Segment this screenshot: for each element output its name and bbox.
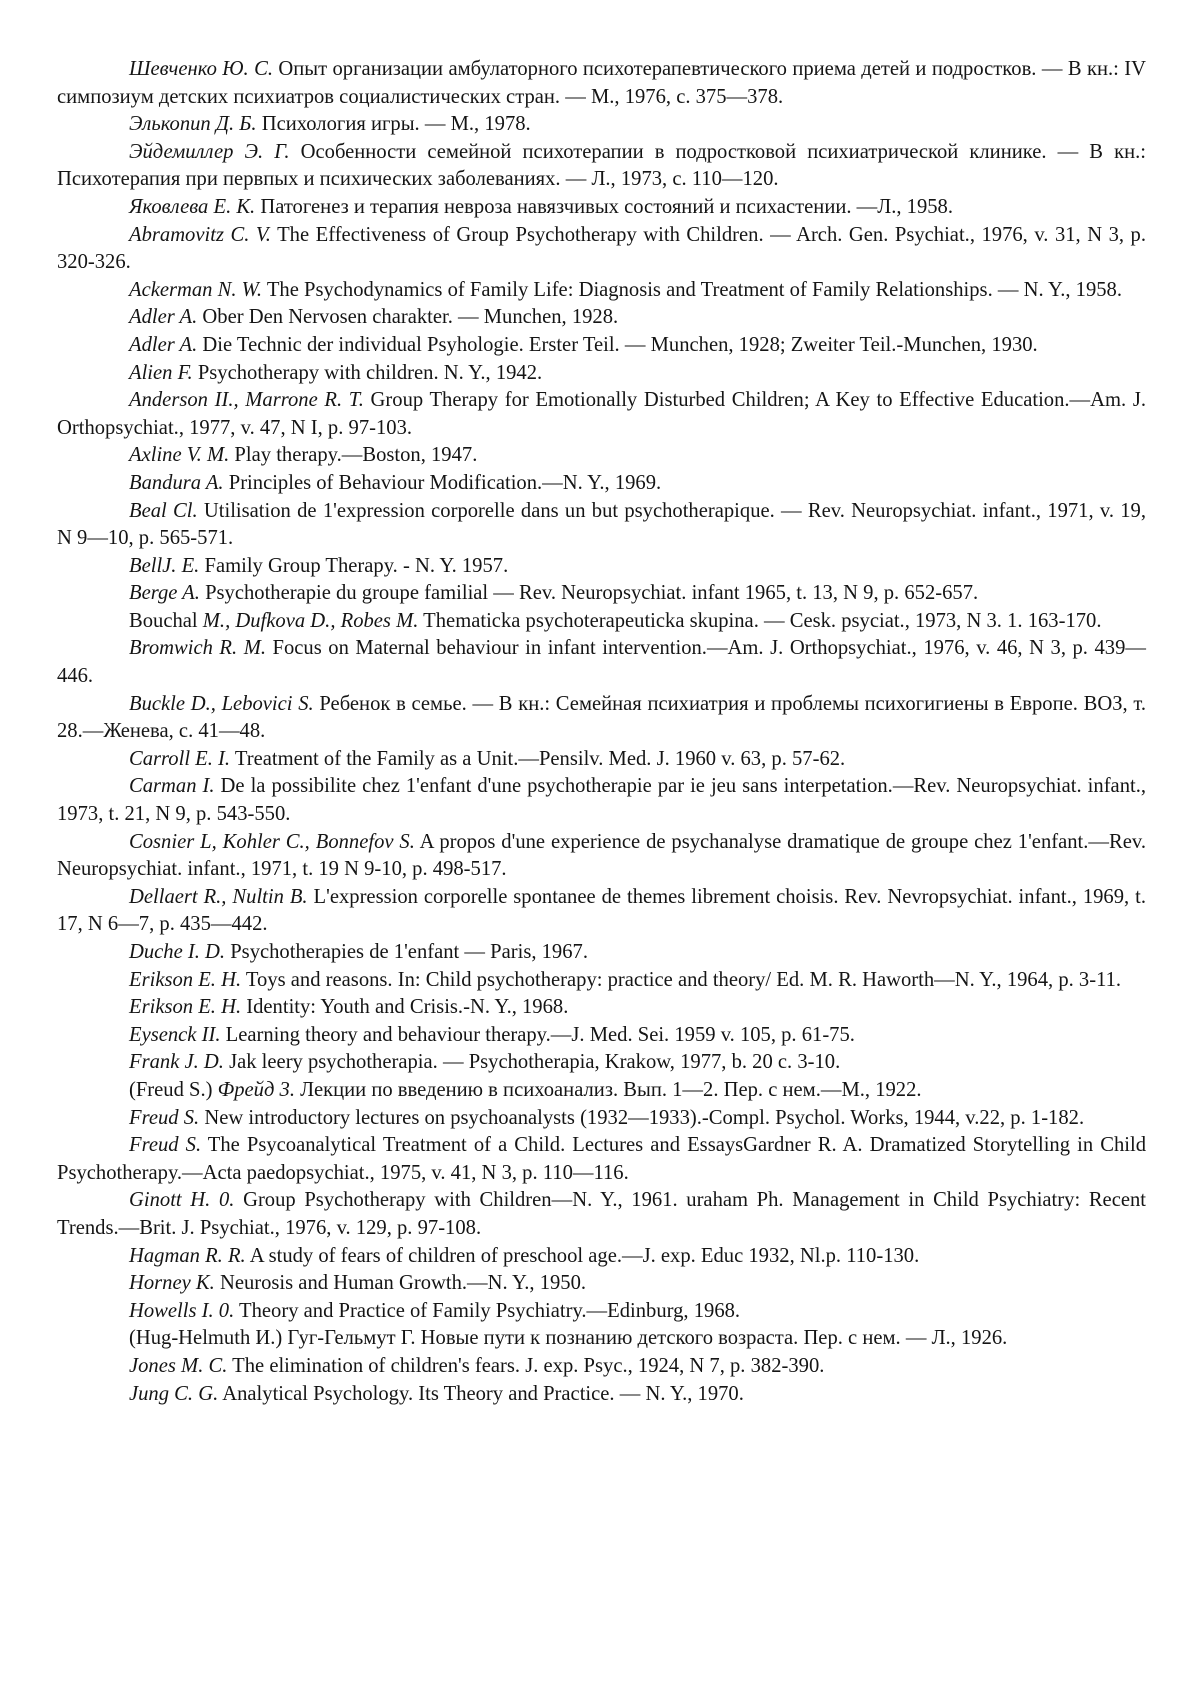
reference-author: Erikson E. H. (129, 969, 241, 991)
reference-author: Freud S. (129, 1107, 199, 1129)
reference-author: Dellaert R., Nultin B. (129, 886, 308, 908)
reference-author: Alien F. (129, 362, 193, 384)
reference-author: Axline V. M. (129, 444, 229, 466)
reference-entry (57, 470, 1146, 498)
reference-author: Ginott H. 0. (129, 1189, 234, 1211)
reference-entry (57, 387, 1146, 442)
reference-author: Фрейд 3. (218, 1079, 295, 1101)
reference-text: Психология игры. — М., 1978. (257, 113, 531, 135)
reference-text: Analytical Psychology. Its Theory and Practice. — N. Y., 1970. (218, 1383, 744, 1405)
reference-entry (57, 360, 1146, 388)
reference-entry (57, 1270, 1146, 1298)
reference-entry (57, 111, 1146, 139)
reference-text: Патогенез и терапия невроза навязчивых состояний и психастении. —Л., 1958. (255, 196, 953, 218)
reference-prefix: (Hug-Helmuth И.) Гуг-Гельмут Г. (129, 1327, 416, 1349)
reference-text: Principles of Behaviour Modification.—N. Y., 1969. (224, 472, 662, 494)
reference-entry (57, 994, 1146, 1022)
reference-author: Шевченко Ю. С. (129, 58, 273, 80)
reference-prefix: (Freud S.) (129, 1079, 218, 1101)
reference-text: Psychotherapie du groupe familial — Rev. Neuropsychiat. infant 1965, t. 13, N 9, p. 652-657. (200, 582, 978, 604)
reference-author: Bandura A. (129, 472, 224, 494)
reference-entry (57, 56, 1146, 111)
reference-entry (57, 304, 1146, 332)
reference-text: The Psychodynamics of Family Life: Diagnosis and Treatment of Family Relationships. — N. Y., 1958. (262, 279, 1122, 301)
reference-author: Эйдемиллер Э. Г. (129, 141, 290, 163)
reference-author: Frank J. D. (129, 1051, 224, 1073)
reference-entry (57, 1187, 1146, 1242)
reference-entry (57, 1132, 1146, 1187)
reference-text: The Effectiveness of Group Psychotherapy with Children. — Arch. Gen. Psychiat., 1976, v. 31, N 3, p. 320-326. (57, 224, 1146, 274)
reference-author: Bromwich R. M. (129, 637, 266, 659)
reference-entry (57, 1105, 1146, 1133)
reference-text: A propos d'une experience de psychanalyse dramatique de groupe chez 1'enfant.—Rev. Neuropsychiat. infant., 1971, t. 19 N 9-10, p. 498-517. (57, 831, 1146, 881)
reference-author: Cosnier L, Kohler C., Bonnefov S. (129, 831, 415, 853)
reference-text: Family Group Therapy. - N. Y. 1957. (199, 555, 508, 577)
bibliography-page (0, 0, 1200, 1696)
reference-entry (57, 967, 1146, 995)
reference-entry (57, 498, 1146, 553)
reference-text: The Psycoanalytical Treatment of a Child. Lectures and EssaysGardner R. A. Dramatized Storytelling in Child Psychotherapy.—Acta paedopsychiat., 1975, v. 41, N 3, p. 110—116. (57, 1134, 1146, 1184)
reference-text: Treatment of the Family as a Unit.—Pensilv. Med. J. 1960 v. 63, p. 57-62. (230, 748, 845, 770)
reference-entry (57, 691, 1146, 746)
reference-text: Psychotherapy with children. N. Y., 1942. (193, 362, 542, 384)
reference-author: Howells I. 0. (129, 1300, 234, 1322)
reference-text: Особенности семейной психотерапии в подростковой психиатрической клинике. — В кн.: Психотерапия при первпых и психических заболеваниях. — Л., 1973, с. 110—120. (57, 141, 1146, 191)
reference-text: De la possibilite chez 1'enfant d'une psychotherapie par ie jeu sans interpetation.—Rev. Neuropsychiat. infant., 1973, t. 21, N 9, p. 543-550. (57, 775, 1146, 825)
reference-text: Опыт организации амбулаторного психотерапевтического приема детей и подростков. — В кн.: IV симпозиум детских психиатров социалистических стран. — М., 1976, с. 375—378. (57, 58, 1146, 108)
reference-text: Focus on Maternal behaviour in infant intervention.—Am. J. Orthopsychiat., 1976, v. 46, N 3, p. 439—446. (57, 637, 1146, 687)
reference-author: Beal Cl. (129, 500, 198, 522)
reference-author: Adler A. (129, 334, 197, 356)
reference-text: Новые пути к познанию детского возраста. Пер. с нем. — Л., 1926. (416, 1327, 1008, 1349)
reference-author: Duche I. D. (129, 941, 225, 963)
reference-entry (57, 332, 1146, 360)
reference-text: Group Therapy for Emotionally Disturbed Children; A Key to Effective Education.—Am. J. Orthopsychiat., 1977, v. 47, N I, p. 97-103. (57, 389, 1146, 439)
reference-entry (57, 222, 1146, 277)
reference-text: Utilisation de 1'expression corporelle dans un but psychotherapique. — Rev. Neuropsychiat. infant., 1971, v. 19, N 9—10, p. 565-571. (57, 500, 1146, 550)
reference-author: Erikson E. H. (129, 996, 241, 1018)
reference-text: Psychotherapies de 1'enfant — Paris, 1967. (225, 941, 588, 963)
reference-entry (57, 1077, 1146, 1105)
reference-author: Carroll E. I. (129, 748, 230, 770)
reference-author: Eysenck II. (129, 1024, 220, 1046)
reference-entry (57, 553, 1146, 581)
reference-prefix: Bouchal (129, 610, 203, 632)
reference-entry (57, 1353, 1146, 1381)
reference-text: Ober Den Nervosen charakter. — Munchen, 1928. (197, 306, 618, 328)
reference-text: Die Technic der individual Psyhologie. Erster Teil. — Munchen, 1928; Zweiter Teil.-Munchen, 1930. (197, 334, 1037, 356)
reference-author: Horney K. (129, 1272, 215, 1294)
reference-entry (57, 829, 1146, 884)
reference-entry (57, 1022, 1146, 1050)
reference-text: Learning theory and behaviour therapy.—J. Med. Sei. 1959 v. 105, p. 61-75. (220, 1024, 854, 1046)
reference-list (57, 56, 1146, 1408)
reference-author: BellJ. E. (129, 555, 199, 577)
reference-author: Jung C. G. (129, 1383, 218, 1405)
reference-entry (57, 1049, 1146, 1077)
reference-entry (57, 1381, 1146, 1409)
reference-text: Jak leery psychotherapia. — Psychotherapia, Krakow, 1977, b. 20 c. 3-10. (224, 1051, 840, 1073)
reference-entry (57, 139, 1146, 194)
reference-author: Ackerman N. W. (129, 279, 262, 301)
reference-entry (57, 608, 1146, 636)
reference-text: Group Psychotherapy with Children—N. Y., 1961. uraham Ph. Management in Child Psychiatry: Recent Trends.—Brit. J. Psychiat., 1976, v. 129, p. 97-108. (57, 1189, 1146, 1239)
reference-text: The elimination of children's fears. J. exp. Psyc., 1924, N 7, p. 382-390. (227, 1355, 824, 1377)
reference-entry (57, 939, 1146, 967)
reference-text: Identity: Youth and Crisis.-N. Y., 1968. (241, 996, 568, 1018)
reference-author: Abramovitz C. V. (129, 224, 271, 246)
reference-text: Theory and Practice of Family Psychiatry.—Edinburg, 1968. (234, 1300, 740, 1322)
reference-author: Freud S. (129, 1134, 201, 1156)
reference-author: Hagman R. R. (129, 1245, 246, 1267)
reference-author: Элькопип Д. Б. (129, 113, 257, 135)
reference-entry (57, 746, 1146, 774)
reference-entry (57, 580, 1146, 608)
reference-author: Adler A. (129, 306, 197, 328)
reference-text: Thematicka psychoterapeuticka skupina. — Cesk. psyciat., 1973, N 3. 1. 163-170. (418, 610, 1101, 632)
reference-entry (57, 1243, 1146, 1271)
reference-entry (57, 773, 1146, 828)
reference-author: Яковлева Е. К. (129, 196, 255, 218)
reference-author: Buckle D., Lebovici S. (129, 693, 314, 715)
reference-text: Neurosis and Human Growth.—N. Y., 1950. (215, 1272, 586, 1294)
reference-text: Лекции по введению в психоанализ. Вып. 1—2. Пер. с нем.—М., 1922. (295, 1079, 922, 1101)
reference-text: Play therapy.—Boston, 1947. (229, 444, 477, 466)
reference-entry (57, 277, 1146, 305)
reference-author: M., Dufkova D., Robes M. (203, 610, 419, 632)
reference-entry (57, 884, 1146, 939)
reference-author: Carman I. (129, 775, 215, 797)
reference-author: Jones M. C. (129, 1355, 227, 1377)
reference-text: Ребенок в семье. — В кн.: Семейная психиатрия и проблемы психогигиены в Европе. ВОЗ, т. 28.—Женева, с. 41—48. (57, 693, 1146, 743)
reference-text: A study of fears of children of preschool age.—J. exp. Educ 1932, Nl.p. 110-130. (246, 1245, 920, 1267)
reference-author: Anderson II., Marrone R. T. (129, 389, 364, 411)
reference-entry (57, 1325, 1146, 1353)
reference-entry (57, 1298, 1146, 1326)
reference-text: New introductory lectures on psychoanalysts (1932—1933).-Compl. Psychol. Works, 1944, v.22, p. 1-182. (199, 1107, 1084, 1129)
reference-text: Toys and reasons. In: Child psychotherapy: practice and theory/ Ed. M. R. Haworth—N. Y., 1964, p. 3-11. (241, 969, 1121, 991)
reference-entry (57, 442, 1146, 470)
reference-entry (57, 194, 1146, 222)
reference-text: L'expression corporelle spontanee de themes librement choisis. Rev. Nevropsychiat. infant., 1969, t. 17, N 6—7, p. 435—442. (57, 886, 1146, 936)
reference-author: Berge A. (129, 582, 200, 604)
reference-entry (57, 635, 1146, 690)
